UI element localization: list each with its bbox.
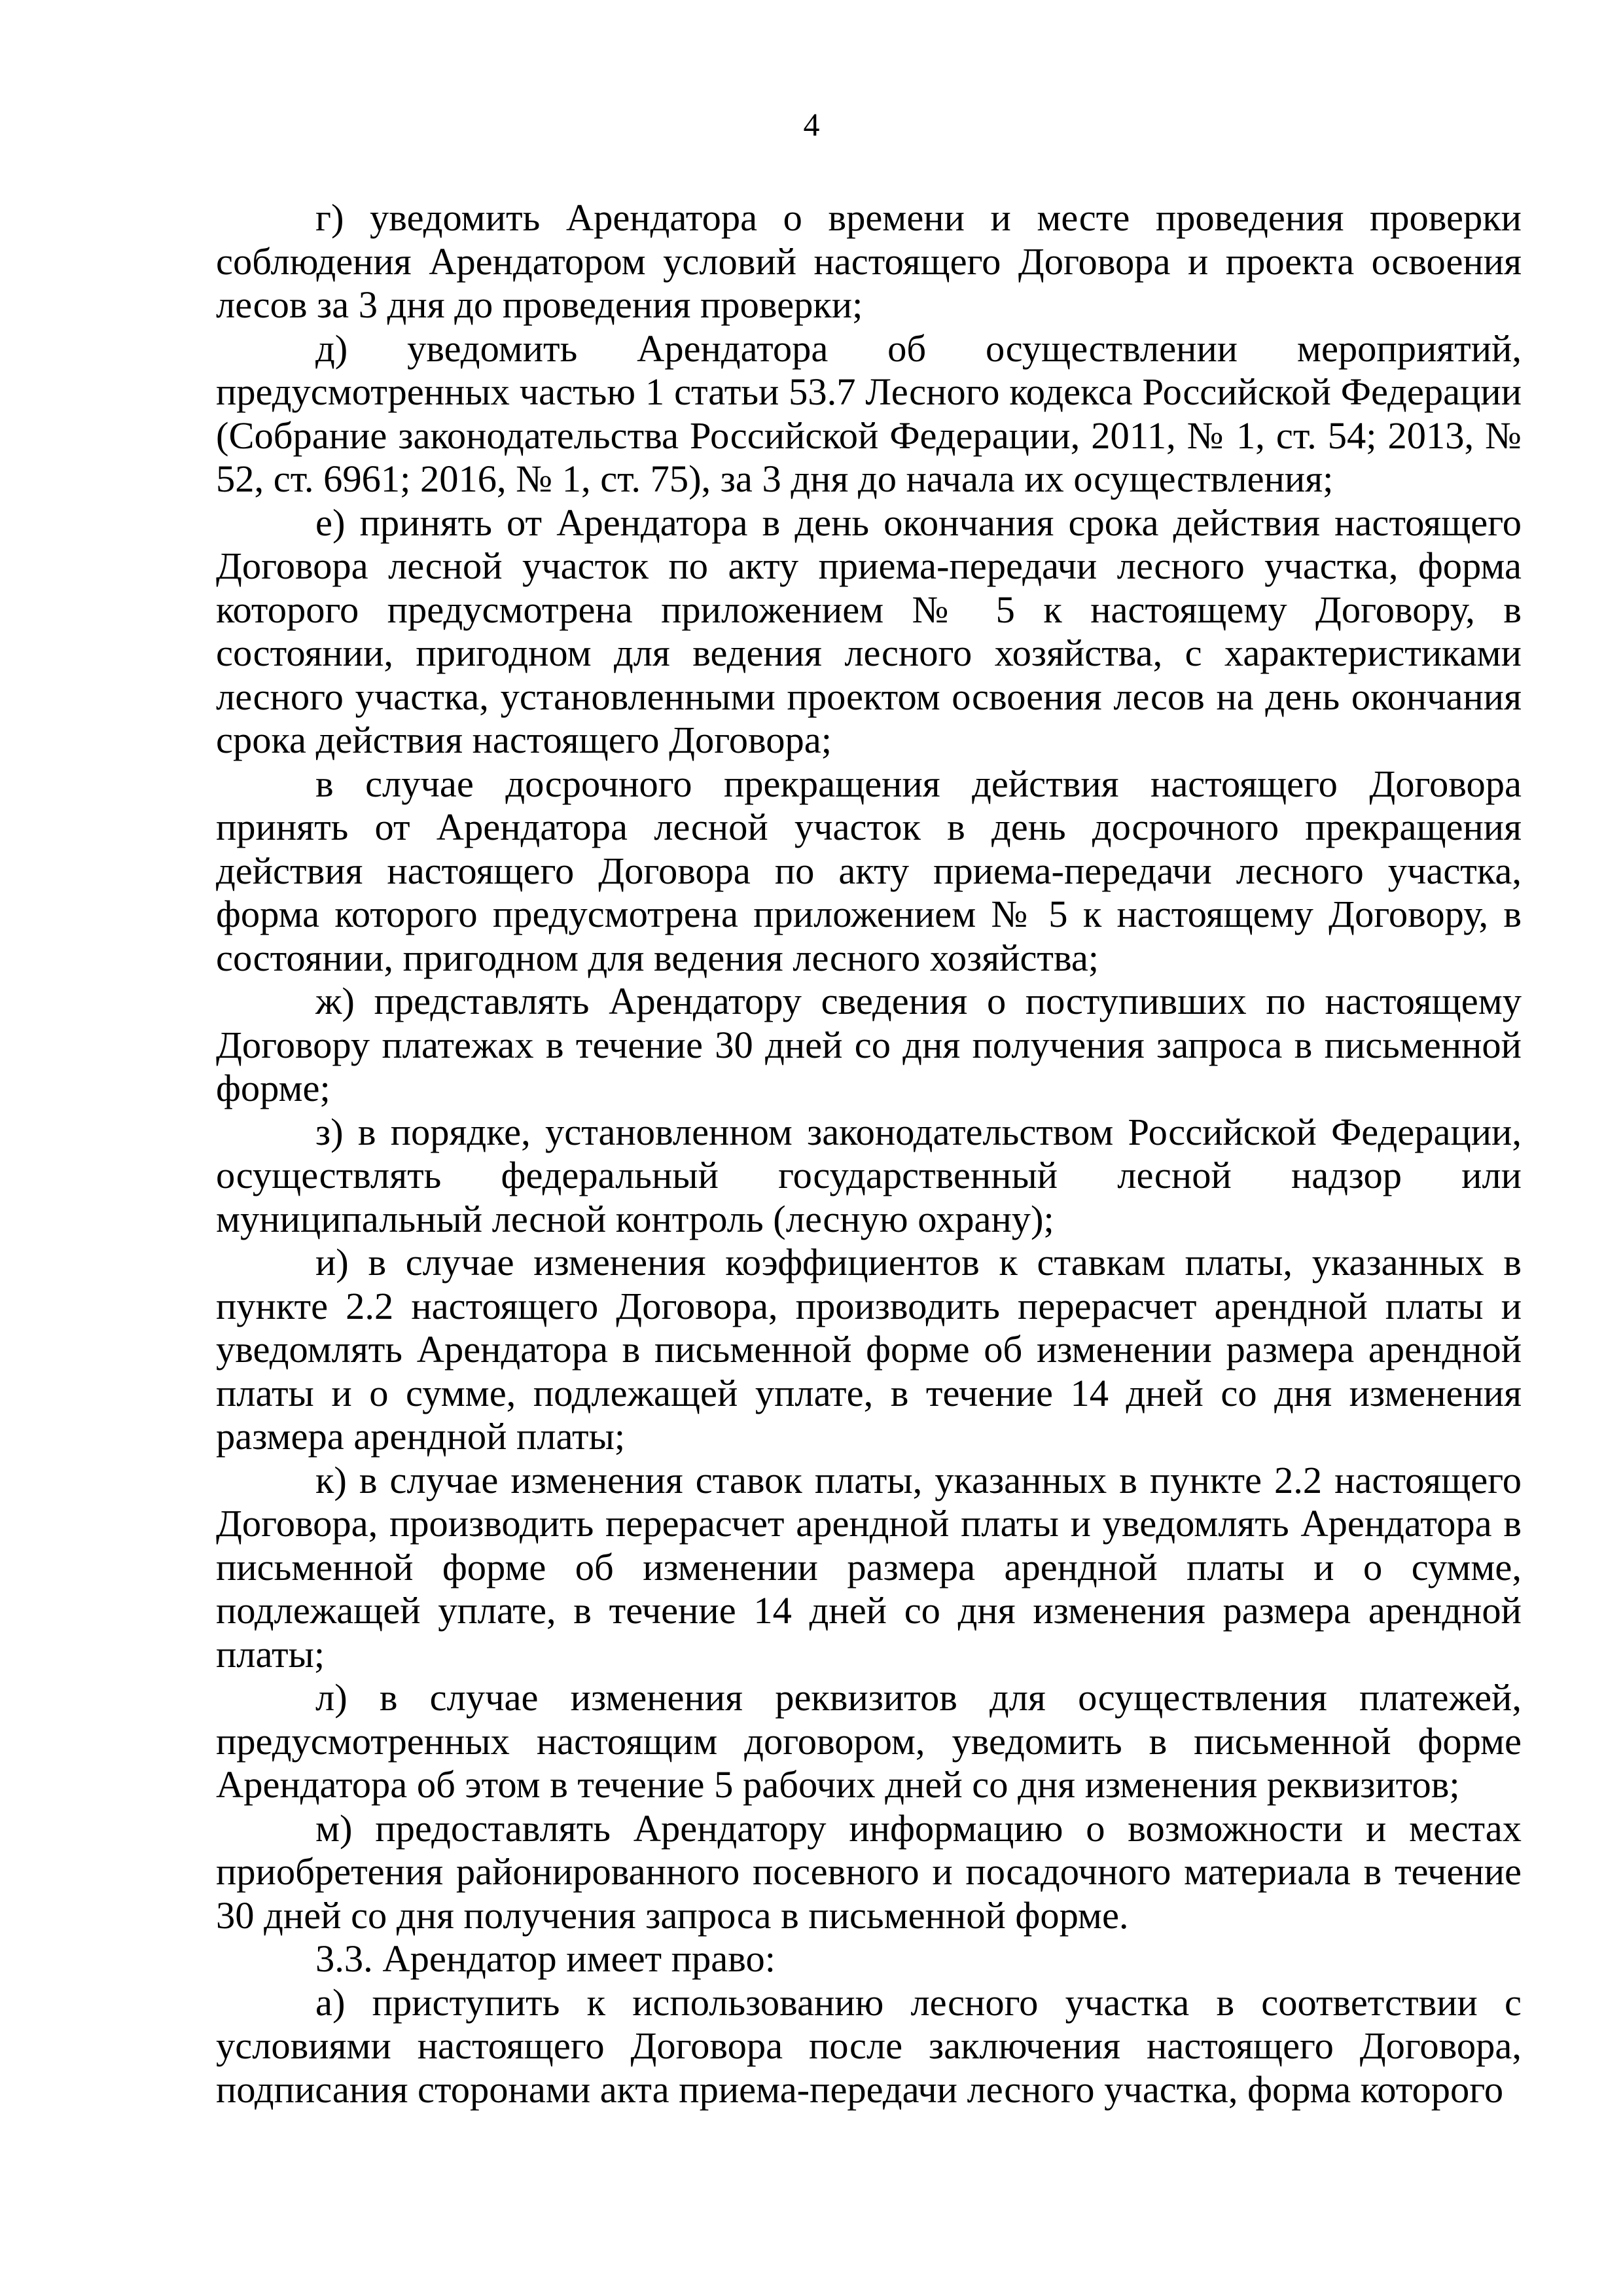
document-body [216, 196, 1522, 2111]
paragraph-z-forest-supervision: з) в порядке, установленном законодательством Российской Федерации, осуществлять федеральный государственный лесной надзор или муниципальный лесной контроль (лесную охрану); [216, 1110, 1522, 1240]
paragraph-m-seed-material-info: м) предоставлять Арендатору информацию о возможности и местах приобретения районированного посевного и посадочного материала в течение 30 дней со дня получения запроса в письменной форме. [216, 1806, 1522, 1937]
paragraph-zh-payment-info: ж) представлять Арендатору сведения о поступивших по настоящему Договору платежах в течение 30 дней со дня получения запроса в письменной форме; [216, 980, 1522, 1109]
paragraph-k-rate-change: к) в случае изменения ставок платы, указанных в пункте 2.2 настоящего Договора, производить перерасчет арендной платы и уведомлять Арендатора в письменной форме об изменении размера арендной платы и о сумме, подлежащей уплате, в течение 14 дней со дня изменения размера арендной платы; [216, 1458, 1522, 1676]
section-3-3-heading: 3.3. Арендатор имеет право: [315, 1937, 776, 1980]
paragraph-a-start-use: а) приступить к использованию лесного участка в соответствии с условиями настоящего Договора после заключения настоящего Договора, подписания сторонами акта приема-передачи лесного участка, форма которого [216, 1981, 1522, 2111]
paragraph-early-termination: в случае досрочного прекращения действия настоящего Договора принять от Арендатора лесной участок в день досрочного прекращения действия настоящего Договора по акту приема-передачи лесного участка, форма которого предусмотрена приложением № 5 к настоящему Договору, в состоянии, пригодном для ведения лесного хозяйства; [216, 762, 1522, 979]
paragraph-i-coefficient-change: и) в случае изменения коэффициентов к ставкам платы, указанных в пункте 2.2 настоящего Договора, производить перерасчет арендной платы и уведомлять Арендатора в письменной форме об изменении размера арендной платы и о сумме, подлежащей уплате, в течение 14 дней со дня изменения размера арендной платы; [216, 1241, 1522, 1458]
paragraph-l-requisites-change: л) в случае изменения реквизитов для осуществления платежей, предусмотренных настоящим договором, уведомить в письменной форме Арендатора об этом в течение 5 рабочих дней со дня изменения реквизитов; [216, 1676, 1522, 1806]
paragraph-g-notify-inspection: г) уведомить Арендатора о времени и месте проведения проверки соблюдения Арендатором условий настоящего Договора и проекта освоения лесов за 3 дня до проведения проверки; [216, 196, 1522, 326]
paragraph-e-accept-plot: е) принять от Арендатора в день окончания срока действия настоящего Договора лесной участок по акту приема-передачи лесного участка, форма которого предусмотрена приложением № 5 к настоящему Договору, в состоянии, пригодном для ведения лесного хозяйства, с характеристиками лесного участка, установленными проектом освоения лесов на день окончания срока действия настоящего Договора; [216, 501, 1522, 761]
paragraph-d-notify-measures: д) уведомить Арендатора об осуществлении мероприятий, предусмотренных частью 1 статьи 53.7 Лесного кодекса Российской Федерации (Собрание законодательства Российской Федерации, 2011, № 1, ст. 54; 2013, № 52, ст. 6961; 2016, № 1, ст. 75), за 3 дня до начала их осуществления; [216, 327, 1522, 500]
page-number: 4 [803, 106, 820, 143]
